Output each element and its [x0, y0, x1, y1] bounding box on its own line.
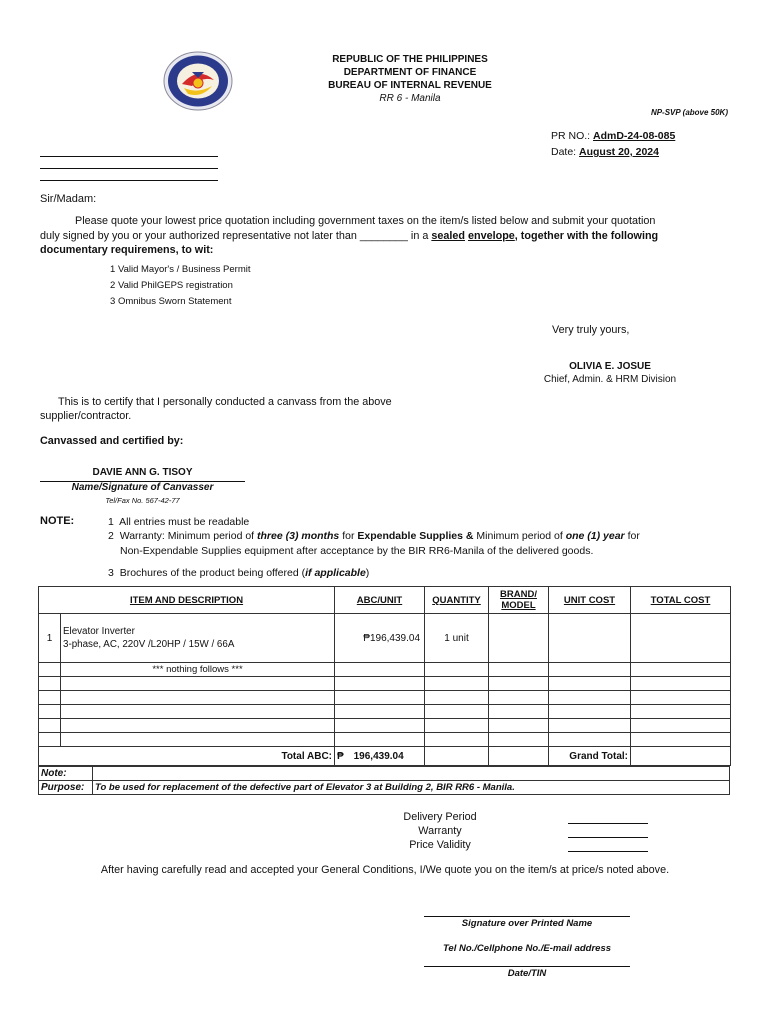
requirement-text: Omnibus Sworn Statement [117, 296, 232, 307]
header-office: RR 6 - Manila [379, 93, 441, 104]
price-validity-line [568, 851, 648, 852]
requirement-text: Valid Mayor's / Business Permit [117, 264, 251, 275]
empty-cell [425, 705, 489, 719]
empty-cell [489, 677, 549, 691]
empty-cell [631, 691, 731, 705]
certify-text [40, 395, 392, 423]
intro-paragraph [40, 214, 730, 258]
empty-cell [489, 663, 549, 677]
empty-cell [489, 733, 549, 747]
empty-cell [335, 677, 425, 691]
note-label: NOTE: [40, 515, 75, 527]
canvasser-label: Name/Signature of Canvasser [71, 482, 214, 493]
form-code: NP-SVP (above 50K) [650, 108, 728, 117]
header-unit-cost: UNIT COST [549, 587, 631, 614]
canvassed-label: Canvassed and certified by: [40, 435, 184, 447]
empty-cell [61, 733, 335, 747]
row-desc-line-2: 3-phase, AC, 220V /L20HP / 15W / 66A [63, 639, 235, 650]
table-header-row [39, 587, 731, 614]
empty-cell [61, 705, 335, 719]
empty-cell [631, 719, 731, 733]
empty-cell [631, 663, 731, 677]
header-item-description: ITEM AND DESCRIPTION [39, 587, 335, 614]
empty-cell [425, 677, 489, 691]
header-brand-model: BRAND/ MODEL [489, 587, 549, 614]
note-num: 3 [108, 567, 114, 579]
requirement-num: 3 [110, 296, 116, 307]
empty-cell [61, 691, 335, 705]
header-abc-unit: ABC/UNIT [335, 587, 425, 614]
warranty-label: Warranty [418, 825, 462, 837]
intro-line-2a: duly signed by you or your authorized representative not later than ________ in a [40, 229, 432, 242]
empty-cell [335, 719, 425, 733]
note-2-cont: Non-Expendable Supplies equipment after acceptance by the BIR RR6-Manila of the delivered goods. [120, 545, 594, 557]
empty-cell [549, 705, 631, 719]
certify-line-1: This is to certify that I personally conducted a canvass from the above [58, 396, 392, 408]
empty-cell [335, 733, 425, 747]
empty-cell [39, 663, 61, 677]
empty-cell [549, 733, 631, 747]
empty-cell [425, 733, 489, 747]
requirement-text: Valid PhilGEPS registration [117, 280, 233, 291]
intro-line-2 [40, 229, 730, 244]
empty-cell [549, 719, 631, 733]
table-row [39, 705, 731, 719]
header-department: DEPARTMENT OF FINANCE [343, 67, 477, 78]
table-row [39, 614, 731, 663]
note-row-label: Note: [39, 767, 93, 781]
note-3 [108, 567, 369, 579]
empty-cell [489, 719, 549, 733]
header-total-cost: TOTAL COST [631, 587, 731, 614]
row-desc-line-1: Elevator Inverter [63, 626, 135, 637]
empty-cell [631, 705, 731, 719]
intro-envelope: envelope [467, 229, 515, 242]
delivery-block [370, 810, 510, 852]
intro-line-1: Please quote your lowest price quotation including government taxes on the item/s listed below and submit your quotation [75, 215, 656, 227]
signatory-name: OLIVIA E. JOSUE [569, 361, 651, 372]
total-abc-label: Total ABC: [39, 747, 335, 766]
empty-cell [631, 677, 731, 691]
header-quantity: QUANTITY [425, 587, 489, 614]
items-table [38, 586, 731, 766]
signature-line [424, 916, 630, 917]
date-tin-line [424, 966, 630, 967]
note-2b: three (3) months [257, 530, 340, 542]
row-description [61, 614, 335, 663]
nothing-follows: *** nothing follows *** [61, 663, 335, 677]
address-line-2 [40, 168, 218, 169]
pr-date [551, 146, 659, 158]
note-row [39, 767, 730, 781]
empty-cell [425, 691, 489, 705]
note-3a: Brochures of the product being offered ( [119, 567, 306, 579]
header-block [300, 53, 520, 105]
signatory-title: Chief, Admin. & HRM Division [543, 374, 677, 385]
pr-value: AdmD-24-08-085 [593, 130, 676, 142]
intro-line-2e: , together with the following [514, 229, 659, 242]
empty-cell [335, 691, 425, 705]
row-abc: ₱196,439.04 [335, 614, 425, 663]
grand-total-value [631, 747, 731, 766]
total-abc-value: 196,439.04 [353, 750, 404, 762]
note-num: 1 [108, 516, 114, 528]
date-value: August 20, 2024 [579, 146, 659, 158]
note-2g: for [624, 530, 640, 542]
empty-cell [549, 691, 631, 705]
note-purpose-table [38, 766, 730, 795]
date-label: Date: [551, 146, 580, 158]
header-republic: REPUBLIC OF THE PHILIPPINES [332, 54, 488, 65]
total-abc-amount [335, 747, 425, 766]
row-unit-cost [549, 614, 631, 663]
warranty-line [568, 837, 648, 838]
pr-number [551, 130, 675, 142]
empty-cell [335, 705, 425, 719]
row-total-cost [631, 614, 731, 663]
empty-cell [425, 663, 489, 677]
empty-cell [39, 733, 61, 747]
delivery-period-label: Delivery Period [403, 811, 477, 823]
row-brand [489, 614, 549, 663]
empty-cell [39, 719, 61, 733]
purpose-label: Purpose: [39, 781, 93, 795]
contact-label: Tel No./Cellphone No./E-mail address [442, 943, 612, 954]
peso-sign: ₱ [337, 750, 344, 762]
grand-total-label: Grand Total: [549, 747, 631, 766]
empty-cell [489, 705, 549, 719]
empty-cell [39, 705, 61, 719]
note-2 [108, 530, 640, 542]
pr-label: PR NO.: [551, 130, 594, 142]
empty-cell [61, 719, 335, 733]
row-quantity: 1 unit [425, 614, 489, 663]
intro-sealed: sealed [431, 229, 465, 242]
row-number: 1 [39, 614, 61, 663]
very-truly-yours: Very truly yours, [552, 324, 630, 336]
empty-cell [631, 733, 731, 747]
empty-cell [61, 677, 335, 691]
empty-cell [489, 691, 549, 705]
address-line-1 [40, 156, 218, 157]
empty-cell [425, 747, 489, 766]
note-2c: for [339, 530, 358, 542]
salutation: Sir/Madam: [40, 193, 97, 205]
requirements-list [110, 262, 251, 310]
empty-cell [39, 677, 61, 691]
requirement-item [110, 262, 251, 278]
empty-cell [549, 663, 631, 677]
canvasser-name: DAVIE ANN G. TISOY [92, 467, 193, 478]
empty-cell [489, 747, 549, 766]
intro-line-3: documentary requiremens, to wit: [40, 244, 214, 256]
note-3c: ) [365, 567, 370, 579]
canvasser-telfax: Tel/Fax No. 567-42-77 [105, 496, 180, 505]
purpose-text: To be used for replacement of the defective part of Elevator 3 at Building 2, BIR RR6 - Manila. [93, 781, 730, 795]
empty-cell [39, 691, 61, 705]
address-line-3 [40, 180, 218, 181]
note-2e: Minimum period of [473, 530, 566, 542]
empty-cell [335, 663, 425, 677]
delivery-period-line [568, 823, 648, 824]
note-3b: if applicable [305, 567, 366, 579]
note-2d: Expendable Supplies & [357, 530, 474, 542]
price-validity-label: Price Validity [409, 839, 471, 851]
empty-cell [549, 677, 631, 691]
note-1 [108, 516, 249, 528]
note-1-text: All entries must be readable [119, 516, 250, 528]
requirement-item [110, 294, 251, 310]
table-row [39, 663, 731, 677]
acceptance-text: After having carefully read and accepted your General Conditions, I/We quote you on the item/s at price/s noted above. [100, 864, 670, 876]
table-row [39, 719, 731, 733]
note-2f: one (1) year [565, 530, 625, 542]
purpose-row [39, 781, 730, 795]
requirement-item [110, 278, 251, 294]
table-row [39, 677, 731, 691]
note-2a: Warranty: Minimum period of [119, 530, 258, 542]
bir-logo [162, 50, 234, 112]
certify-line-2: supplier/contractor. [40, 410, 132, 422]
date-tin-label: Date/TIN [507, 968, 547, 979]
requirement-num: 2 [110, 280, 116, 291]
note-row-value [93, 767, 730, 781]
table-row [39, 691, 731, 705]
requirement-num: 1 [110, 264, 116, 275]
total-row [39, 747, 731, 766]
note-num: 2 [108, 530, 114, 542]
table-row [39, 733, 731, 747]
empty-cell [425, 719, 489, 733]
header-bureau: BUREAU OF INTERNAL REVENUE [328, 80, 492, 91]
signature-label: Signature over Printed Name [461, 918, 593, 929]
